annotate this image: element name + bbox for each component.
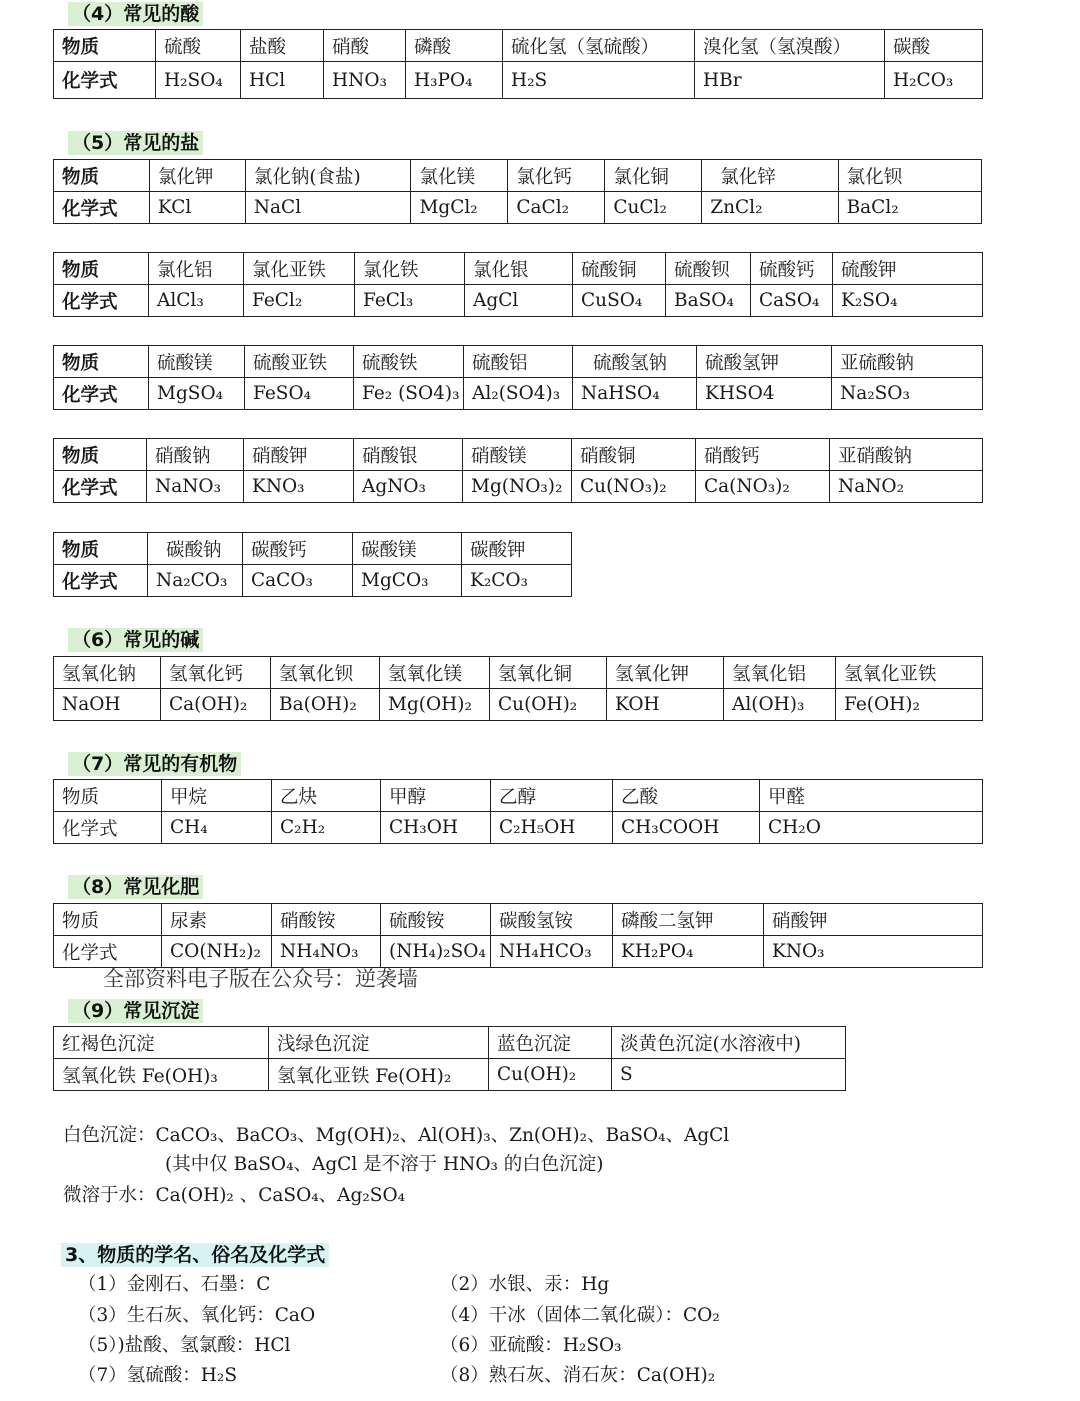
table-cell: CH₃COOH: [613, 812, 760, 844]
salts-table-3: [53, 345, 983, 410]
table-cell: 化学式: [54, 192, 150, 224]
table-cell: 氢氧化钡: [271, 657, 380, 689]
table-cell: 氢氧化镁: [380, 657, 490, 689]
fertilizers-table: [53, 903, 983, 968]
table-cell: 硫酸铜: [573, 253, 666, 285]
table-cell: 硫酸氢钾: [697, 346, 832, 378]
table-row: [54, 565, 572, 597]
table-cell: FeCl₂: [244, 285, 355, 317]
table-cell: 硫酸亚铁: [245, 346, 354, 378]
table-cell: S: [612, 1059, 846, 1091]
table-cell: 乙酸: [613, 780, 760, 812]
section-heading-salts: （5）常见的盐: [68, 131, 203, 155]
table-cell: ZnCl₂: [702, 192, 838, 224]
list-item: （2）水银、汞：Hg: [440, 1274, 610, 1295]
table-row: [54, 689, 983, 721]
table-cell: CaCO₃: [243, 565, 353, 597]
organics-table: [53, 779, 983, 844]
table-cell: 氯化镁: [411, 160, 508, 192]
table-cell: 氢氧化亚铁: [836, 657, 983, 689]
list-item: （1）金刚石、石墨：C: [78, 1274, 271, 1295]
precipitates-table: [53, 1026, 846, 1091]
table-cell: 磷酸二氢钾: [613, 904, 764, 936]
section-heading-acids: （4）常见的酸: [68, 2, 203, 26]
table-cell: 乙炔: [272, 780, 381, 812]
table-cell: 氢氧化钾: [607, 657, 724, 689]
table-cell: 化学式: [54, 812, 162, 844]
table-cell: KCl: [149, 192, 245, 224]
table-row: [54, 346, 983, 378]
table-cell: 硫酸: [156, 30, 241, 62]
table-cell: 甲烷: [162, 780, 272, 812]
table-cell: Mg(OH)₂: [380, 689, 490, 721]
table-cell: 氯化银: [465, 253, 573, 285]
table-cell: 硝酸银: [354, 439, 463, 471]
table-cell: 氯化锌: [702, 160, 838, 192]
table-cell: NH₄HCO₃: [491, 936, 613, 968]
table-cell: Na₂CO₃: [148, 565, 243, 597]
table-cell: 氯化亚铁: [244, 253, 355, 285]
table-cell: 浅绿色沉淀: [269, 1027, 489, 1059]
table-cell: NH₄NO₃: [272, 936, 381, 968]
table-cell: 尿素: [162, 904, 272, 936]
table-cell: CO(NH₂)₂: [162, 936, 272, 968]
table-cell: Ca(OH)₂: [161, 689, 271, 721]
table-row: [54, 1027, 846, 1059]
table-row: [54, 657, 983, 689]
table-cell: KH₂PO₄: [613, 936, 764, 968]
table-cell: 化学式: [54, 285, 149, 317]
table-row: [54, 62, 983, 99]
list-item: （8）熟石灰、消石灰：Ca(OH)₂: [440, 1365, 716, 1386]
table-cell: Al(OH)₃: [724, 689, 836, 721]
table-row: [54, 904, 983, 936]
table-cell: CaSO₄: [751, 285, 833, 317]
section-heading-fertilizers: （8）常见化肥: [68, 875, 203, 899]
table-cell: 亚硝酸钠: [830, 439, 983, 471]
table-cell: C₂H₅OH: [491, 812, 613, 844]
table-cell: H₂CO₃: [885, 62, 983, 99]
table-row: [54, 30, 983, 62]
table-cell: 磷酸: [406, 30, 503, 62]
table-cell: NaNO₂: [830, 471, 983, 503]
table-cell: H₂SO₄: [156, 62, 241, 99]
table-cell: AlCl₃: [149, 285, 244, 317]
table-cell: 氢氧化亚铁 Fe(OH)₂: [269, 1059, 489, 1091]
table-cell: 物质: [54, 160, 150, 192]
table-row: [54, 812, 983, 844]
table-cell: 硝酸镁: [463, 439, 572, 471]
acids-table: [53, 29, 983, 99]
table-cell: 溴化氢（氢溴酸）: [695, 30, 885, 62]
table-cell: Na₂SO₃: [832, 378, 983, 410]
table-row: [54, 471, 983, 503]
table-cell: 硫酸铁: [354, 346, 464, 378]
table-cell: Fe₂ (SO4)₃: [354, 378, 464, 410]
section-heading-organics: （7）常见的有机物: [68, 752, 241, 776]
table-cell: NaCl: [245, 192, 411, 224]
table-cell: HNO₃: [324, 62, 406, 99]
table-cell: 氯化铝: [149, 253, 244, 285]
table-row: [54, 1059, 846, 1091]
table-cell: 氯化钠(食盐): [245, 160, 411, 192]
table-cell: 碳酸钠: [148, 533, 243, 565]
table-cell: 氢氧化铝: [724, 657, 836, 689]
table-cell: 物质: [54, 30, 156, 62]
table-cell: 碳酸氢铵: [491, 904, 613, 936]
table-row: [54, 439, 983, 471]
table-cell: 物质: [54, 780, 162, 812]
table-cell: 物质: [54, 439, 147, 471]
table-cell: 氢氧化铁 Fe(OH)₃: [54, 1059, 269, 1091]
table-cell: 氢氧化钙: [161, 657, 271, 689]
table-cell: 硝酸钙: [696, 439, 830, 471]
table-cell: Cu(OH)₂: [489, 1059, 612, 1091]
table-cell: 硫酸铵: [381, 904, 491, 936]
salts-table-4: [53, 438, 983, 503]
table-cell: CaCl₂: [508, 192, 605, 224]
table-cell: 碳酸: [885, 30, 983, 62]
white-precipitate-line: 白色沉淀：CaCO₃、BaCO₃、Mg(OH)₂、Al(OH)₃、Zn(OH)₂、BaSO₄、AgCl: [63, 1125, 730, 1146]
table-cell: 盐酸: [241, 30, 324, 62]
table-cell: 化学式: [54, 378, 149, 410]
table-cell: KNO₃: [244, 471, 354, 503]
table-cell: 硝酸铵: [272, 904, 381, 936]
table-cell: AgNO₃: [354, 471, 463, 503]
table-cell: 淡黄色沉淀(水溶液中): [612, 1027, 846, 1059]
table-cell: 氢氧化钠: [54, 657, 161, 689]
table-cell: 物质: [54, 346, 149, 378]
table-cell: 物质: [54, 253, 149, 285]
table-cell: K₂SO₄: [833, 285, 983, 317]
table-cell: 甲醇: [381, 780, 491, 812]
table-cell: 碳酸钙: [243, 533, 353, 565]
table-cell: 硝酸铜: [572, 439, 696, 471]
section-heading-names: 3、物质的学名、俗名及化学式: [61, 1243, 329, 1267]
table-cell: 红褐色沉淀: [54, 1027, 269, 1059]
table-cell: Cu(OH)₂: [490, 689, 607, 721]
table-cell: Mg(NO₃)₂: [463, 471, 572, 503]
table-cell: NaOH: [54, 689, 161, 721]
table-cell: 甲醛: [760, 780, 983, 812]
table-cell: CH₃OH: [381, 812, 491, 844]
table-cell: NaNO₃: [147, 471, 244, 503]
table-cell: KNO₃: [764, 936, 983, 968]
table-cell: 硫酸钾: [833, 253, 983, 285]
table-cell: 乙醇: [491, 780, 613, 812]
table-cell: MgSO₄: [149, 378, 245, 410]
table-cell: 硫酸氢钠: [573, 346, 697, 378]
table-cell: 硫酸钙: [751, 253, 833, 285]
table-cell: Fe(OH)₂: [836, 689, 983, 721]
table-cell: 化学式: [54, 471, 147, 503]
table-cell: MgCO₃: [353, 565, 462, 597]
section-heading-bases: （6）常见的碱: [68, 628, 203, 652]
table-cell: H₃PO₄: [406, 62, 503, 99]
white-precipitate-note: (其中仅 BaSO₄、AgCl 是不溶于 HNO₃ 的白色沉淀): [165, 1154, 604, 1175]
table-cell: 化学式: [54, 936, 162, 968]
table-cell: Al₂(SO4)₃: [464, 378, 573, 410]
table-cell: Ba(OH)₂: [271, 689, 380, 721]
table-cell: CuSO₄: [573, 285, 666, 317]
table-cell: 硫化氢（氢硫酸）: [503, 30, 695, 62]
table-cell: H₂S: [503, 62, 695, 99]
salts-table-1: [53, 159, 982, 224]
table-row: [54, 533, 572, 565]
watermark-text: 全部资料电子版在公众号：逆袭墙: [103, 967, 418, 991]
bases-table: [53, 656, 983, 721]
table-cell: 亚硫酸钠: [832, 346, 983, 378]
table-cell: 硫酸铝: [464, 346, 573, 378]
table-cell: 物质: [54, 533, 148, 565]
table-cell: K₂CO₃: [462, 565, 572, 597]
table-cell: 碳酸钾: [462, 533, 572, 565]
table-cell: 化学式: [54, 565, 148, 597]
table-cell: 硫酸钡: [666, 253, 751, 285]
table-cell: 氢氧化铜: [490, 657, 607, 689]
table-cell: 化学式: [54, 62, 156, 99]
table-cell: KOH: [607, 689, 724, 721]
section-heading-precipitates: （9）常见沉淀: [68, 999, 203, 1023]
table-cell: 氯化钾: [149, 160, 245, 192]
table-cell: Cu(NO₃)₂: [572, 471, 696, 503]
table-cell: 氯化铁: [355, 253, 465, 285]
table-cell: KHSO4: [697, 378, 832, 410]
table-row: [54, 160, 982, 192]
salts-table-2: [53, 252, 983, 317]
table-cell: NaHSO₄: [573, 378, 697, 410]
table-row: [54, 192, 982, 224]
table-cell: BaSO₄: [666, 285, 751, 317]
table-cell: CH₄: [162, 812, 272, 844]
table-cell: 硝酸钾: [244, 439, 354, 471]
table-cell: C₂H₂: [272, 812, 381, 844]
table-row: [54, 378, 983, 410]
table-row: [54, 780, 983, 812]
table-cell: 物质: [54, 904, 162, 936]
table-cell: 硝酸: [324, 30, 406, 62]
table-cell: FeSO₄: [245, 378, 354, 410]
table-cell: 硫酸镁: [149, 346, 245, 378]
list-item: （6）亚硫酸：H₂SO₃: [440, 1335, 622, 1356]
table-cell: 硝酸钾: [764, 904, 983, 936]
table-cell: (NH₄)₂SO₄: [381, 936, 491, 968]
table-row: [54, 253, 983, 285]
table-cell: FeCl₃: [355, 285, 465, 317]
table-cell: HCl: [241, 62, 324, 99]
table-cell: 蓝色沉淀: [489, 1027, 612, 1059]
list-item: （4）干冰（固体二氧化碳）：CO₂: [440, 1305, 720, 1326]
list-item: （7）氢硫酸：H₂S: [78, 1365, 237, 1386]
table-cell: MgCl₂: [411, 192, 508, 224]
table-cell: Ca(NO₃)₂: [696, 471, 830, 503]
table-cell: 硝酸钠: [147, 439, 244, 471]
table-cell: 氯化铜: [605, 160, 702, 192]
table-cell: 氯化钙: [508, 160, 605, 192]
table-cell: CuCl₂: [605, 192, 702, 224]
table-cell: CH₂O: [760, 812, 983, 844]
table-cell: HBr: [695, 62, 885, 99]
table-cell: AgCl: [465, 285, 573, 317]
table-cell: 氯化钡: [838, 160, 981, 192]
list-item: （5）)盐酸、氢氯酸：HCl: [78, 1335, 291, 1356]
list-item: （3）生石灰、氧化钙：CaO: [78, 1305, 316, 1326]
slightly-soluble-line: 微溶于水：Ca(OH)₂ 、CaSO₄、Ag₂SO₄: [63, 1185, 406, 1206]
table-cell: BaCl₂: [838, 192, 981, 224]
salts-table-5: [53, 532, 572, 597]
table-cell: 碳酸镁: [353, 533, 462, 565]
table-row: [54, 285, 983, 317]
